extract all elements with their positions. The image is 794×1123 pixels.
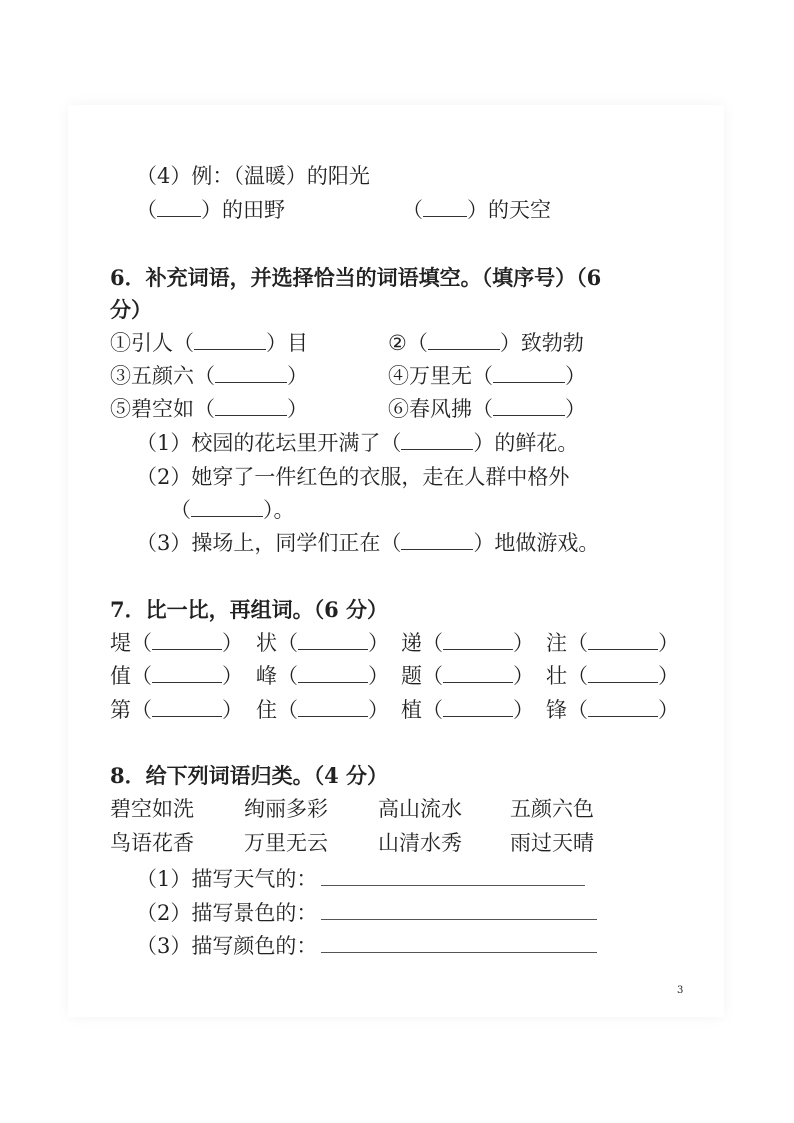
q5-item-a: （ ）的田野	[136, 198, 285, 222]
q7-cell	[546, 629, 679, 657]
paren-close: ）	[658, 698, 679, 722]
paren-open: （	[131, 631, 152, 655]
blank[interactable]	[428, 331, 500, 350]
blank[interactable]	[215, 364, 287, 383]
blank[interactable]	[152, 631, 222, 650]
paren-open: （	[567, 664, 588, 688]
q7-char: 题	[401, 664, 422, 688]
q7-char: 第	[110, 698, 131, 722]
q6-idiom-2: ②（ ）致勃勃	[388, 331, 584, 355]
q7-cell	[110, 629, 243, 657]
q7-cell	[401, 662, 534, 690]
q7-cell	[256, 629, 389, 657]
q7-char: 递	[401, 631, 422, 655]
blank[interactable]	[588, 664, 658, 683]
q8-word: 鸟语花香	[110, 831, 194, 855]
q6-sentence-2: （2）她穿了一件红色的衣服，走在人群中格外	[136, 465, 570, 489]
q7-char: 注	[546, 631, 567, 655]
paren-close: ）	[513, 631, 534, 655]
q8-word: 五颜六色	[510, 797, 594, 821]
q8-word: 雨过天晴	[510, 831, 594, 855]
blank[interactable]	[194, 331, 266, 350]
answer-line[interactable]	[321, 865, 585, 886]
q6-idiom-6: ⑥春风拂（ ）	[388, 397, 586, 421]
q6-title: 6．补充词语，并选择恰当的词语填空。（填序号）（6	[110, 265, 602, 290]
q7-char: 堤	[110, 631, 131, 655]
paren-open: （	[567, 698, 588, 722]
paren-open: （	[422, 698, 443, 722]
paren-close: ）	[222, 631, 243, 655]
q7-char: 壮	[546, 664, 567, 688]
q6-idiom-5: ⑤碧空如（ ）	[110, 397, 308, 421]
paren-close: ）	[222, 664, 243, 688]
q6-title-cont: 分）	[110, 297, 152, 322]
q7-cell	[110, 662, 243, 690]
paren-close: ）	[513, 698, 534, 722]
q7-char: 锋	[546, 698, 567, 722]
blank[interactable]	[157, 198, 201, 217]
blank[interactable]	[191, 498, 263, 517]
q5-example: （4）例：（温暖）的阳光	[136, 164, 370, 188]
q7-cell	[401, 629, 534, 657]
q8-word: 碧空如洗	[110, 797, 194, 821]
q7-cell	[546, 662, 679, 690]
paren-open: （	[277, 664, 298, 688]
q5-item-b: （ ）的天空	[402, 198, 551, 222]
blank[interactable]	[443, 631, 513, 650]
blank[interactable]	[298, 698, 368, 717]
paren-open: （	[277, 631, 298, 655]
q7-char: 植	[401, 698, 422, 722]
q7-char: 值	[110, 664, 131, 688]
q6-idiom-1: ①引人（ ）目	[110, 331, 308, 355]
q6-sentence-3: （3）操场上，同学们正在（ ）地做游戏。	[136, 531, 600, 555]
paren-close: ）	[368, 698, 389, 722]
paren-close: ）	[368, 631, 389, 655]
answer-line[interactable]	[321, 899, 597, 920]
paren-close: ）	[222, 698, 243, 722]
q8-item-scenery: （2）描写景色的：	[136, 899, 597, 927]
q7-title: 7．比一比，再组词。（6 分）	[110, 597, 389, 622]
q7-cell	[546, 696, 679, 724]
q6-idiom-3: ③五颜六（ ）	[110, 364, 308, 388]
paren-open: （	[422, 631, 443, 655]
q8-word: 万里无云	[244, 831, 328, 855]
blank[interactable]	[493, 397, 565, 416]
blank[interactable]	[401, 531, 473, 550]
paren-close: ）	[368, 664, 389, 688]
blank[interactable]	[401, 431, 473, 450]
paren-open: （	[277, 698, 298, 722]
q8-word: 绚丽多彩	[244, 797, 328, 821]
blank[interactable]	[298, 631, 368, 650]
blank[interactable]	[298, 664, 368, 683]
q6-idiom-4: ④万里无（ ）	[388, 364, 586, 388]
q8-item-weather: （1）描写天气的：	[136, 865, 585, 893]
blank[interactable]	[443, 698, 513, 717]
q7-cell	[401, 696, 534, 724]
blank[interactable]	[588, 698, 658, 717]
q7-cell	[110, 696, 243, 724]
q8-title: 8．给下列词语归类。（4 分）	[110, 763, 389, 788]
q8-word: 高山流水	[378, 797, 462, 821]
page-number: 3	[677, 985, 684, 996]
q7-cell	[256, 696, 389, 724]
paren-open: （	[422, 664, 443, 688]
q7-cell	[256, 662, 389, 690]
paren-open: （	[131, 698, 152, 722]
answer-line[interactable]	[321, 932, 597, 953]
paren-close: ）	[658, 631, 679, 655]
q6-sentence-2-cont: （ ）。	[170, 498, 295, 522]
q8-item-color: （3）描写颜色的：	[136, 932, 597, 960]
blank[interactable]	[152, 698, 222, 717]
q6-sentence-1: （1）校园的花坛里开满了（ ）的鲜花。	[136, 431, 579, 455]
blank[interactable]	[443, 664, 513, 683]
blank[interactable]	[588, 631, 658, 650]
blank[interactable]	[493, 364, 565, 383]
q7-char: 住	[256, 698, 277, 722]
paren-close: ）	[513, 664, 534, 688]
paren-close: ）	[658, 664, 679, 688]
blank[interactable]	[423, 198, 467, 217]
blank[interactable]	[152, 664, 222, 683]
blank[interactable]	[215, 397, 287, 416]
paren-open: （	[567, 631, 588, 655]
q7-char: 状	[256, 631, 277, 655]
q8-word: 山清水秀	[378, 831, 462, 855]
q7-char: 峰	[256, 664, 277, 688]
paren-open: （	[131, 664, 152, 688]
